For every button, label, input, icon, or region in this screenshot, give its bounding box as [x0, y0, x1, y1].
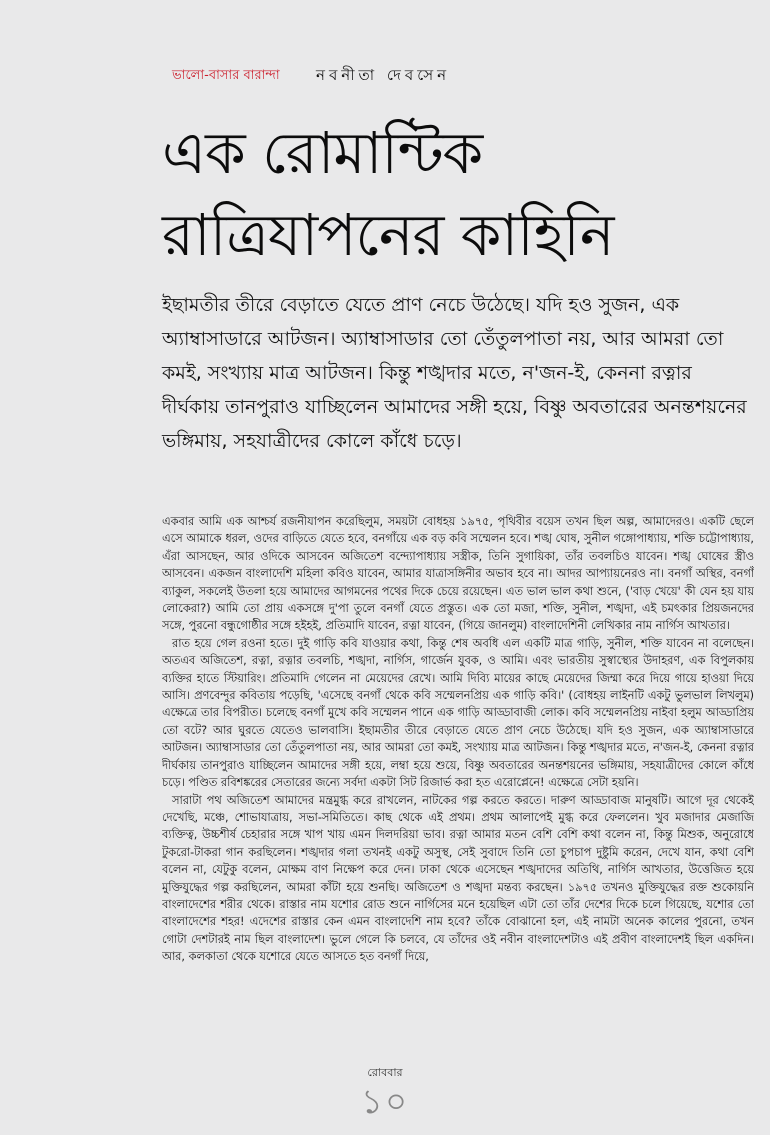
body-paragraph: রাত হয়ে গেল রওনা হতে। দুই গাড়ি কবি যাওয়ার কথা, কিন্তু শেষ অবধি এল একটি মাত্র গাড়ি, সুনীল, শক্তি যাবেন না বলেছেন। অতএব অজিতেশ, রত্না, রত্নার তবলচি, শঙ্খদা, নার্গিস, গার্জেন যুবক, ও আমি। এবং ভারতীয় সুস্বাস্থ্যের উদাহরণ, এক বিপুলকায় ব্যক্তির হাতে স্টিয়ারিং। প্রতিমাদি গেলেন না মেয়েদের রেখে। আমি দিব্যি মায়ের কাছে মেয়েদের জিম্মা করে দিয়ে গায়ে হাওয়া দিয়ে আসি। প্রণবেন্দুর কবিতায় পড়েছি, 'এসেছে বনগাঁ থেকে কবি সম্মেলনপ্রিয় এক গাড়ি কবি।' (বোধহয় লাইনটি একটু ভুলভাল লিখলুম) এক্ষেত্রে তার বিপরীত। চলেছে বনগাঁ মুখে কবি সম্মেলন পানে এক গাড়ি আড্ডাবাজী লোক। কবি সম্মেলনপ্রিয় নাইবা হলুম আড্ডাপ্রিয় তো বটে? আর ঘুরতে যেতেও ভালবাসি। ইছামতীর তীরে বেড়াতে যেতে প্রাণ নেচে উঠেছে। যদি হও সুজন, এক অ্যাম্বাসাডারে আটজন। অ্যাম্বাসাডার তো তেঁতুলপাতা নয়, আর আমরা তো কমই, সংখ্যায় মাত্র আটজন। কিন্তু শঙ্খদার মতে, ন'জন-ই, কেননা রত্নার দীর্ঘকায় তানপুরাও যাচ্ছিলেন আমাদের সঙ্গী হয়ে, লম্বা হয়ে শুয়ে, বিষ্ণু অবতারের অনন্তশয়নের ভঙ্গিমায়, সহযাত্রীদের কোলে কাঁধে চড়ে। পণ্ডিত রবিশঙ্করের সেতারের জন্যে সর্বদা একটা সিট রিজার্ভ করা হত এরোপ্লেনে! এক্ষেত্রে সেটা হয়নি।	[162, 636, 754, 790]
lede-paragraph: ইছামতীর তীরে বেড়াতে যেতে প্রাণ নেচে উঠেছে। যদি হও সুজন, এক অ্যাম্বাসাডারে আটজন। অ্যাম্বাসাডার তো তেঁতুলপাতা নয়, আর আমরা তো কমই, সংখ্যায় মাত্র আটজন। কিন্তু শঙ্খদার মতে, ন'জন-ই, কেননা রত্নার দীর্ঘকায় তানপুরাও যাচ্ছিলেন আমাদের সঙ্গী হয়ে, বিষ্ণু অবতারের অনন্তশয়নের ভঙ্গিমায়, সহযাত্রীদের কোলে কাঁধে চড়ে।	[162, 294, 747, 452]
body-paragraph: সারাটা পথ অজিতেশ আমাদের মন্ত্রমুগ্ধ করে রাখলেন, নাটকের গল্প করতে করতে। দারুণ আড্ডাবাজ মানুষটি। আগে দূর থেকেই দেখেছি, মঞ্চে, শোভাযাত্রায়, সভা-সমিতিতে। কাছ থেকে এই প্রথম। প্রথম আলাপেই মুগ্ধ করে ফেললেন। খুব মজাদার মেজাজি ব্যক্তিত্ব, উচ্চশীর্ষ চেহারার সঙ্গে খাপ খায় এমন দিলদরিয়া ভাব। রত্না আমার মতন বেশি বেশি কথা বলেন না, কিন্তু মিশুক, অনুরোধে টুকরো-টাকরা গান করছিলেন। শঙ্খদার গলা তখনই একটু অসুস্থ, সেই সুবাদে তিনি তো চুপচাপ দুষ্টুমি করেন, দেখে যান, কথা বেশি বলেন না, যেটুকু বলেন, মোক্ষম বাণ নিক্ষেপ করে দেন। ঢাকা থেকে এসেছেন শঙ্খদাদের অতিথি, নার্গিস আখতার, উত্তেজিত হয়ে মুক্তিযুদ্ধের গল্প করছিলেন, আমরা কাঁটা হয়ে শুনছি। অজিতেশ ও শঙ্খদা মন্তব্য করছেন। ১৯৭৫ তখনও মুক্তিযুদ্ধের রক্ত শুকোয়নি বাংলাদেশের শরীর থেকে। রাস্তার নাম যশোর রোড শুনে নার্গিসের মনে হয়েছিল এটা তো তাঁর দেশের দিকে চলে গিয়েছে, যশোর তো বাংলাদেশের শহর! এদেশের রাস্তার কেন এমন বাংলাদেশি নাম হবে? তাঁকে বোঝানো হল, এই নামটা অনেক কালের পুরনো, তখন গোটা দেশটারই নাম ছিল বাংলাদেশ। ভুলে গেলে কি চলবে, যে তাঁদের ওই নবীন বাংলাদেশটাও এই প্রবীণ বাংলাদেশই ছিল একদিন। আর, কলকাতা থেকে যশোরে যেতে আসতে হত বনগাঁ দিয়ে,	[162, 793, 754, 964]
article-title-line-1: এক রোমান্টিক	[162, 119, 483, 187]
footer-label: রোববার	[367, 1066, 403, 1079]
body-paragraph: একবার আমি এক আশ্চর্য রজনীযাপন করেছিলুম, সময়টা বোধহয় ১৯৭৫, পৃথিবীর বয়েস তখন ছিল অল্প, আমাদেরও। একটি ছেলে এসে আমাকে ধরল, ওদের বাড়িতে যেতে হবে, বনগাঁয়ে এক বড় কবি সম্মেলন হবে। শঙ্খ ঘোষ, সুনীল গঙ্গোপাধ্যায়, শক্তি চট্টোপাধ্যায়, এঁরা আসছেন, আর ওদিকে আসবেন অজিতেশ বন্দ্যোপাধ্যায় সস্ত্রীক, তিনি সুগায়িকা, তাঁর তবলচিও যাবেন। শঙ্খ ঘোষের স্ত্রীও আসবেন। একজন বাংলাদেশি মহিলা কবিও যাবেন, আমার যাত্রাসঙ্গিনীর অভাব হবে না। আদর আপ্যায়নেরও না। বনগাঁ অস্থির, বনগাঁ ব্যাকুল, সকলেই উতলা হয়ে আমাদের আগমনের পথের দিকে চেয়ে রয়েছেন। এত ভাল ভাল কথা শুনে, ('বাড় খেয়ে' কী যেন হয় যায় লোকেরা?) আমি তো প্রায় একসঙ্গে দু'পা তুলে বনগাঁ যেতে প্রস্তুত। এক তো মজা, শক্তি, সুনীল, শঙ্খদা, এই চমৎকার প্রিয়জনদের সঙ্গে, পুরনো বন্ধুগোষ্ঠীর সঙ্গে হইহই, প্রতিমাদি যাবেন, রত্না যাবেন, (গিয়ে জানলুম) বাংলাদেশিনী লেখিকার নাম নার্গিস আখতার।	[162, 515, 754, 633]
column-name: ভালো-বাসার বারান্দা	[172, 68, 280, 83]
author-name: নবনীতা দেবসেন	[316, 66, 451, 84]
article-body	[162, 513, 754, 1058]
page-number: ১০	[360, 1082, 410, 1122]
article-title-line-2: রাত্রিযাপনের কাহিনি	[162, 201, 614, 269]
article-title	[162, 112, 752, 276]
